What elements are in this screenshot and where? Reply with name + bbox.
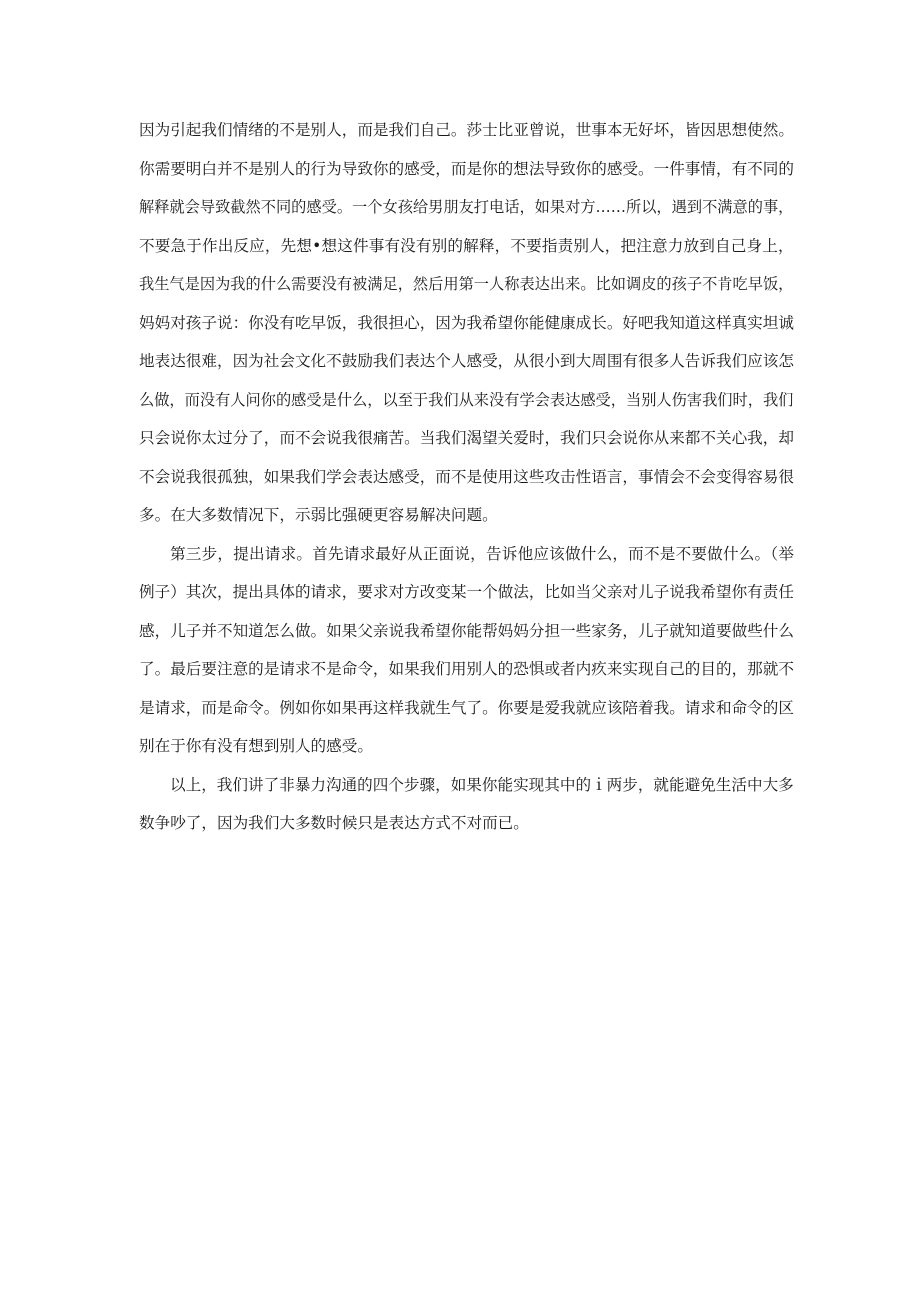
text-line: 第三步，提出请求。首先请求最好从正面说，告诉他应该做什么，而不是不要做什么。（举 [170, 544, 795, 563]
text-line: 是请求，而是命令。例如你如果再这样我就生气了。你要是爱我就应该陪着我。请求和命令的区 [139, 698, 794, 717]
text-line: 不会说我很孤独，如果我们学会表达感受，而不是使用这些攻击性语言，事情会不会变得容易很 [139, 467, 794, 486]
text-line: 你需要明白并不是别人的行为导致你的感受，而是你的想法导致你的感受。一件事情，有不同的 [139, 159, 794, 178]
paragraph [139, 535, 794, 766]
paragraph [139, 111, 794, 535]
paragraph [139, 766, 794, 843]
text-line: 么做，而没有人问你的感受是什么，以至于我们从来没有学会表达感受，当别人伤害我们时，我们 [139, 390, 794, 409]
text-line: 感，儿子并不知道怎么做。如果父亲说我希望你能帮妈妈分担一些家务，儿子就知道要做些什么 [139, 621, 794, 640]
text-line: 地表达很难，因为社会文化不鼓励我们表达个人感受，从很小到大周围有很多人告诉我们应该怎 [139, 352, 794, 370]
text-line: 妈妈对孩子说：你没有吃早饭，我很担心，因为我希望你能健康成长。好吧我知道这样真实坦诚 [139, 313, 794, 332]
text-line: 数争吵了，因为我们大多数时候只是表达方式不对而已。 [139, 814, 529, 832]
document-body [139, 111, 794, 843]
text-line: 只会说你太过分了，而不会说我很痛苦。当我们渴望关爱时，我们只会说你从来都不关心我，却 [139, 429, 794, 447]
text-line: 了。最后要注意的是请求不是命令，如果我们用别人的恐惧或者内疚来实现自己的目的，那就不 [139, 660, 794, 678]
text-line: 别在于你有没有想到别人的感受。 [139, 737, 373, 755]
text-line: 因为引起我们情绪的不是别人，而是我们自己。莎士比亚曾说，世事本无好坏，皆因思想使然。 [139, 121, 794, 139]
text-line: 例子）其次，提出具体的请求，要求对方改变某一个做法，比如当父亲对儿子说我希望你有责任 [139, 583, 794, 601]
text-line: 解释就会导致截然不同的感受。一个女孩给男朋友打电话，如果对方……所以，遇到不满意的事， [139, 198, 794, 216]
text-line: 以上，我们讲了非暴力沟通的四个步骤，如果你能实现其中的ｉ两步，就能避免生活中大多 [170, 775, 794, 794]
text-line: 我生气是因为我的什么需要没有被满足，然后用第一人称表达出来。比如调皮的孩子不肯吃早饭， [139, 275, 794, 293]
text-line: 多。在大多数情况下，示弱比强硬更容易解决问题。 [139, 506, 498, 524]
text-line: 不要急于作出反应，先想•想这件事有没有别的解释，不要指责别人，把注意力放到自己身上， [139, 236, 794, 255]
